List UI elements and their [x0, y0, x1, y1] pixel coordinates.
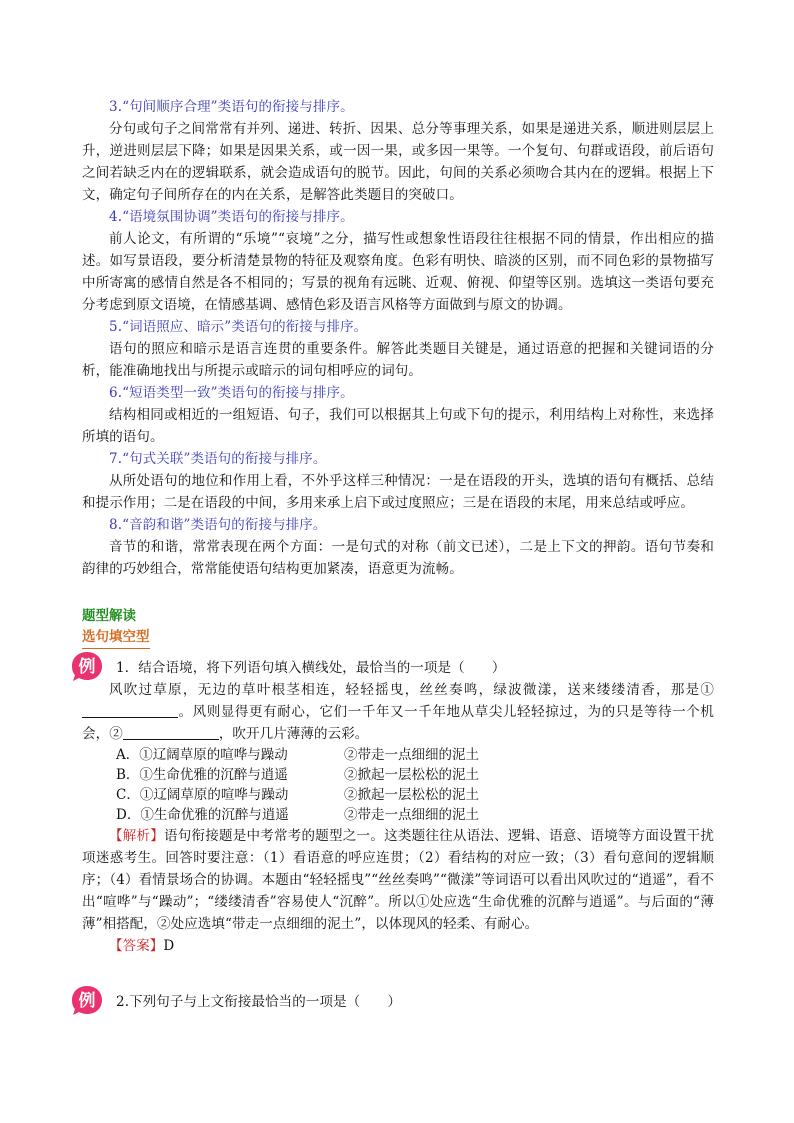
item-body: 结构相同或相近的一组短语、句子，我们可以根据其上句或下句的提示，利用结构上对称性，来选择所填的语句。 [82, 407, 714, 445]
item-heading: 6.“短语类型一致”类语句的衔接与排序。 [109, 385, 354, 401]
question-2: 2.下列句子与上文衔接最恰当的一项是（ ） [116, 994, 402, 1010]
section-subtitle: 选句填空型 [82, 627, 150, 649]
answer [82, 935, 714, 957]
analysis [82, 825, 714, 935]
option-b[interactable]: B．①生命优雅的沉醉与逍遥 ②掀起一层松松的泥土 [116, 767, 479, 783]
answer-value: D [163, 938, 175, 954]
item-heading: 5.“词语照应、暗示”类语句的衔接与排序。 [109, 319, 368, 335]
analysis-text: 语句衔接题是中考常考的题型之一。这类题往往从语法、逻辑、语意、语境等方面设置干扰项迷惑考生。回答时要注意：（1）看语意的呼应连贯；（2）看结构的对应一致；（3）看句意间的逻辑顺序；（4）看情景场合的协调。本题由“轻轻摇曳”“丝丝奏鸣”“微漾”等词语可以看出风吹过的“逍遥”，看不出“喧哗”与“躁动”；“缕缕清香”容易使人“沉醉”。所以①处应选“生命优雅的沉醉与逍遥”。与后面的“薄薄”相搭配，②处应选填“带走一点细细的泥土”，以体现风的轻柔、有耐心。 [82, 828, 714, 932]
passage-part: 风吹过草原，无边的草叶根茎相连，轻轻摇曳，丝丝奏鸣，绿波微漾，送来缕缕清香，那是① [109, 682, 714, 698]
passage-part: ，吹开几片薄薄的云彩。 [218, 726, 369, 742]
section-title: 题型解读 [82, 608, 136, 624]
answer-label: 【答案】 [109, 938, 164, 954]
badge-label: 例 [78, 991, 96, 1011]
question-1: 1．结合语境，将下列语句填入横线处，最恰当的一项是（ ） [116, 660, 506, 676]
example-badge-icon [70, 983, 104, 1017]
item-3 [82, 96, 714, 206]
item-body: 语句的照应和暗示是语言连贯的重要条件。解答此类题目关键是，通过语意的把握和关键词语的分析，能准确地找出与所提示或暗示的词句相呼应的词句。 [82, 341, 714, 379]
option-c[interactable]: C．①辽阔草原的喧哗与躁动 ②掀起一层松松的泥土 [116, 787, 479, 803]
example-2 [78, 991, 714, 1013]
blank-2 [123, 725, 219, 740]
example-1 [78, 657, 714, 957]
item-body: 从所处语句的地位和作用上看，不外乎这样三种情况：一是在语段的开头，选填的语句有概括、总结和提示作用；二是在语段的中间，多用来承上启下或过度照应；三是在语段的末尾，用来总结或呼应。 [82, 473, 714, 511]
item-heading: 4.“语境氛围协调”类语句的衔接与排序。 [109, 209, 354, 225]
example-badge-icon [70, 649, 104, 683]
blank-1 [82, 703, 178, 718]
item-7 [82, 448, 714, 514]
item-heading: 3.“句间顺序合理”类语句的衔接与排序。 [109, 99, 354, 115]
document-page [78, 96, 714, 1013]
item-body: 前人论文，有所谓的“乐境”“哀境”之分，描写性或想象性语段往往根据不同的情景，作出相应的描述。如写景语段，要分析清楚景物的特征及观察角度。色彩有明快、暗淡的区别，而不同色彩的景物描写中所寄寓的感情自然是各不相同的；写景的视角有远眺、近观、俯视、仰望等区别。选填这一类语句要充分考虑到原文语境，在情感基调、感情色彩及语言风格等方面做到与原文的协调。 [82, 231, 714, 313]
item-heading: 7.“句式关联”类语句的衔接与排序。 [109, 451, 327, 467]
option-d[interactable]: D．①生命优雅的沉醉与逍遥 ②带走一点细细的泥土 [116, 807, 479, 823]
passage-part: 。风则显得更有耐心，它们一千年又一千年地从草尖儿轻轻掠过，为的只是等待一个机会，② [82, 704, 714, 742]
item-4 [82, 206, 714, 316]
item-body: 分句或句子之间常常有并列、递进、转折、因果、总分等事理关系，如果是递进关系，顺进则层层上升，逆进则层层下降；如果是因果关系，或一因一果，或多因一果等。一个复句、句群或语段，前后语句之间若缺乏内在的逻辑联系，就会造成语句的脱节。因此，句间的关系必须吻合其内在的逻辑。根据上下文，确定句子间所存在的内在关系，是解答此类题目的突破口。 [82, 121, 714, 203]
item-5 [82, 316, 714, 382]
question-1-passage [82, 679, 714, 745]
item-heading: 8.“音韵和谐”类语句的衔接与排序。 [109, 517, 327, 533]
option-a[interactable]: A．①辽阔草原的喧哗与躁动 ②带走一点细细的泥土 [116, 747, 479, 763]
item-8 [82, 514, 714, 580]
item-body: 音节的和谐，常常表现在两个方面：一是句式的对称（前文已述），二是上下文的押韵。语句节奏和韵律的巧妙组合，常常能使语句结构更加紧凑，语意更为流畅。 [82, 539, 714, 577]
badge-label: 例 [78, 657, 96, 677]
analysis-label: 【解析】 [109, 828, 165, 844]
item-6 [82, 382, 714, 448]
